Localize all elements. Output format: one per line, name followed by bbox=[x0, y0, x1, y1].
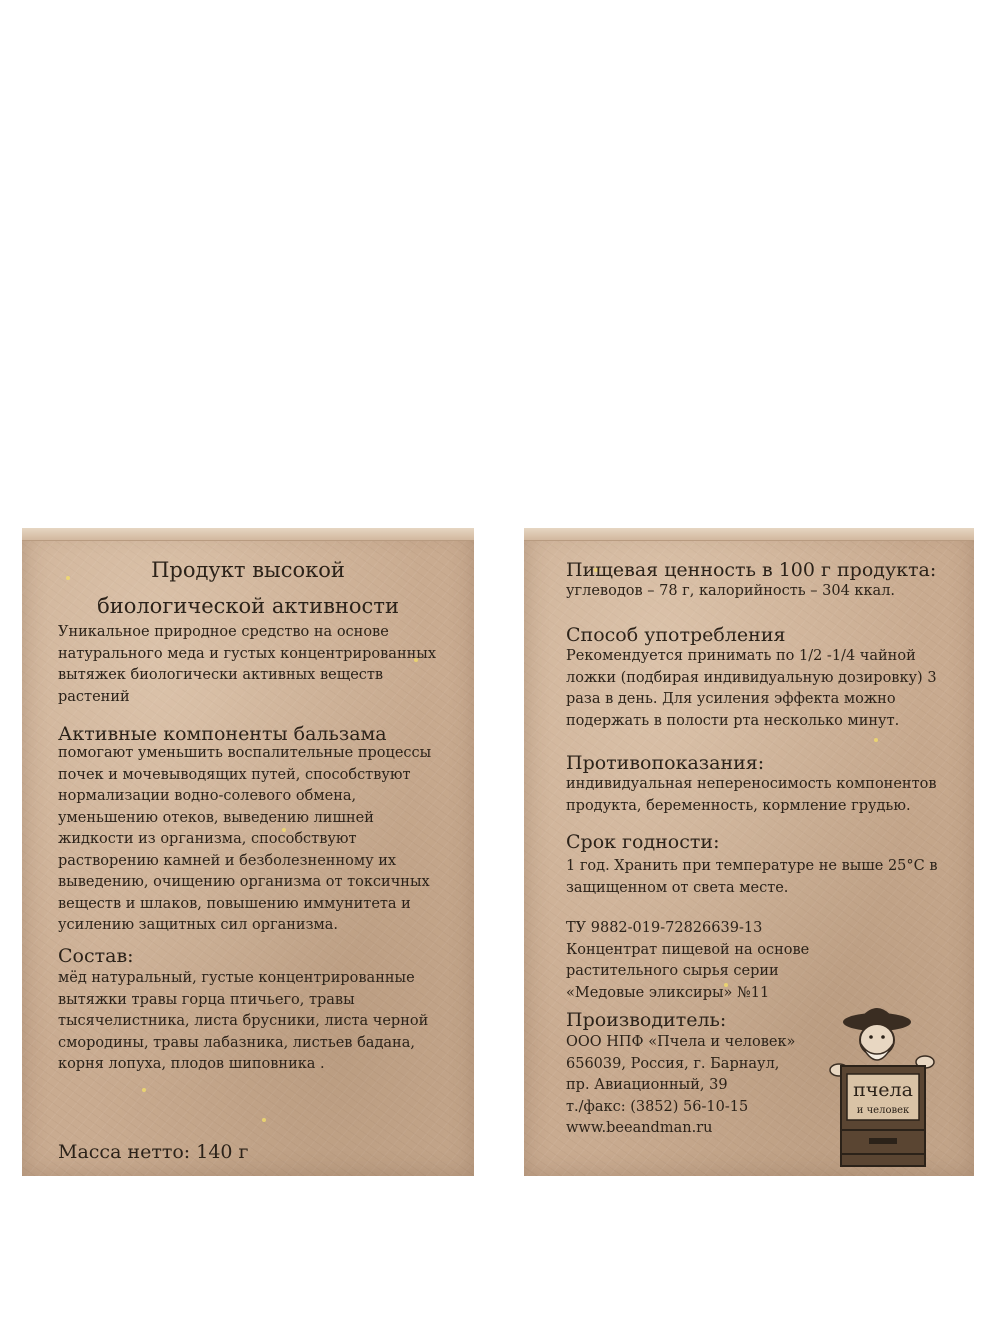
logo-word-1: пчела bbox=[853, 1079, 913, 1101]
paper-speck bbox=[142, 1088, 146, 1092]
usage-heading: Способ употребления bbox=[566, 624, 786, 646]
title-line-2: биологической активности bbox=[97, 594, 399, 618]
left-package-side bbox=[22, 528, 474, 1176]
spec-line: «Медовые эликсиры» №11 bbox=[566, 984, 770, 1001]
product-title bbox=[22, 552, 474, 624]
active-components-text: помогают уменьшить воспалительные процессы почек и мочевыводящих путей, способствуют нормализации водно-солевого обмена, уменьшению отеков, выведению лишней жидкости из организма, способствуют растворению камней и безболезненному их выведению, очищению организма от токсичных веществ и шлаков, повышению иммунитета и усилению защитных сил организма. bbox=[58, 745, 432, 933]
composition-heading: Состав: bbox=[58, 945, 134, 967]
spec-line: растительного сырья серии bbox=[566, 963, 779, 979]
shelf-life-heading: Срок годности: bbox=[566, 831, 720, 853]
specification-block bbox=[566, 918, 954, 1004]
paper-speck bbox=[262, 1118, 266, 1122]
spec-line: ТУ 9882-019-72826639-13 bbox=[566, 920, 763, 936]
beekeeper-logo bbox=[829, 1002, 949, 1172]
paper-speck bbox=[874, 738, 878, 742]
usage-text: Рекомендуется принимать по 1/2 -1/4 чайной ложки (подбирая индивидуальную дозировку) 3 раза в день. Для усиления эффекта можно подержать в полости рта несколько минут. bbox=[566, 648, 937, 729]
right-package-side bbox=[524, 528, 974, 1176]
shelf-life-text: 1 год. Хранить при температуре не выше 25°С в защищенном от света месте. bbox=[566, 858, 938, 896]
logo-word-2: и человек bbox=[856, 1105, 910, 1116]
manufacturer-website: www.beeandman.ru bbox=[566, 1120, 713, 1136]
manufacturer-heading: Производитель: bbox=[566, 1009, 727, 1031]
active-components-heading: Активные компоненты бальзама bbox=[58, 723, 387, 745]
title-line-1: Продукт высокой bbox=[151, 558, 345, 582]
manufacturer-line: пр. Авиационный, 39 bbox=[566, 1077, 728, 1093]
contraindications-heading: Противопоказания: bbox=[566, 752, 765, 774]
nutrition-text: углеводов – 78 г, калорийность – 304 ккал. bbox=[566, 583, 896, 599]
manufacturer-line: 656039, Россия, г. Барнаул, bbox=[566, 1055, 780, 1072]
manufacturer-line: ООО НПФ «Пчела и человек» bbox=[566, 1034, 796, 1050]
manufacturer-block bbox=[566, 1032, 834, 1140]
manufacturer-line: т./факс: (3852) 56-10-15 bbox=[566, 1098, 749, 1115]
net-mass: Масса нетто: 140 г bbox=[58, 1141, 249, 1163]
nutrition-heading: Пищевая ценность в 100 г продукта: bbox=[566, 559, 937, 581]
spec-line: Концентрат пищевой на основе bbox=[566, 941, 810, 958]
intro-text: Уникальное природное средство на основе натурального меда и густых концентрированных вытяжек биологически активных веществ растений bbox=[58, 624, 436, 705]
composition-text: мёд натуральный, густые концентрированные вытяжки травы горца птичьего, травы тысячелистника, листа брусники, листа черной смородины, травы лабазника, листьев бадана, корня лопуха, плодов шиповника . bbox=[58, 970, 429, 1072]
contraindications-text: индивидуальная непереносимость компонентов продукта, беременность, кормление грудью. bbox=[566, 776, 937, 814]
